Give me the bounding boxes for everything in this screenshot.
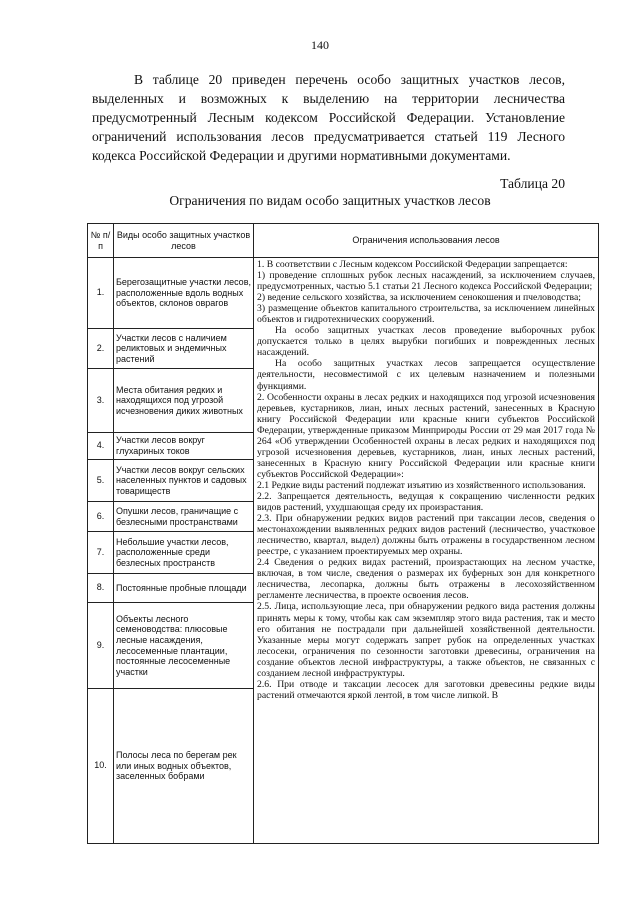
restriction-paragraph: 3) размещение объектов капитального строительства, за исключением линейных объектов и гидротехнических сооружений. bbox=[257, 303, 595, 326]
restriction-paragraph: 1) проведение сплошных рубок лесных насаждений, за исключением случаев, предусмотренных, частью 5.1 статьи 21 Лесного кодекса Российской Федерации; bbox=[257, 270, 595, 293]
zone-type: Участки лесов с наличием реликтовых и эндемичных растений bbox=[114, 329, 254, 369]
zone-type: Полосы леса по берегам рек или иных водных объектов, заселенных бобрами bbox=[114, 689, 254, 844]
zone-type: Опушки лесов, граничащие с безлесными пространствами bbox=[114, 502, 254, 532]
table-caption: Таблица 20 bbox=[500, 176, 565, 191]
intro-paragraph: В таблице 20 приведен перечень особо защитных участков лесов, выделенных и возможных к выделению на территории лесничества предусмотренный Лесным кодексом Российской Федерации. Установление ограничений использования лесов предусматривается статьей 119 Лесного кодекса Российской Федерации и другими нормативными документами. bbox=[92, 72, 565, 163]
row-number: 7. bbox=[88, 532, 114, 574]
row-number: 8. bbox=[88, 574, 114, 603]
row-number: 3. bbox=[88, 369, 114, 433]
row-number: 6. bbox=[88, 502, 114, 532]
restriction-paragraph: 2) ведение сельского хозяйства, за исключением сенокошения и пчеловодства; bbox=[257, 292, 581, 304]
header-types: Виды особо защитных участков лесов bbox=[114, 224, 254, 258]
row-number: 2. bbox=[88, 329, 114, 369]
zone-type: Места обитания редких и находящихся под угрозой исчезновения диких животных bbox=[114, 369, 254, 433]
restrictions-cell bbox=[254, 258, 599, 844]
row-number: 5. bbox=[88, 460, 114, 502]
page-number: 140 bbox=[311, 38, 329, 52]
table-row bbox=[88, 258, 599, 329]
row-number: 9. bbox=[88, 603, 114, 689]
restriction-paragraph: 2.5. Лица, использующие леса, при обнаружении редкого вида растения должны принять меры к тому, чтобы как сам экземпляр этого вида растения, так и место его обитания не пострадали при дальнейшей хозяйственной деятельности. Указанные меры могут содержать запрет рубок на определенных участках лесосеки, ограничения по сезонности заготовки древесины, ограничения на создание объектов лесной инфраструктуры, а также объектов, не связанных с созданием лесной инфраструктуры. bbox=[257, 601, 595, 679]
row-number: 10. bbox=[88, 689, 114, 844]
row-number: 4. bbox=[88, 433, 114, 460]
restriction-paragraph: 1. В соответствии с Лесным кодексом Российской Федерации запрещается: bbox=[257, 259, 568, 270]
zone-type: Участки лесов вокруг глухариных токов bbox=[114, 433, 254, 460]
zone-type: Объекты лесного семеноводства: плюсовые лесные насаждения, лесосеменные плантации, постоянные лесосеменные участки bbox=[114, 603, 254, 689]
table-title: Ограничения по видам особо защитных участков лесов bbox=[169, 193, 491, 208]
zone-type: Постоянные пробные площади bbox=[114, 574, 254, 603]
header-num: № п/п bbox=[88, 224, 114, 258]
zone-type: Небольшие участки лесов, расположенные среди безлесных пространств bbox=[114, 532, 254, 574]
restrictions-table bbox=[87, 223, 599, 844]
header-restrictions: Ограничения использования лесов bbox=[254, 224, 599, 258]
restriction-paragraph: На особо защитных участках лесов запрещается осуществление деятельности, несовместимой с их целевым назначением и полезными функциями. bbox=[257, 358, 595, 392]
restriction-paragraph: 2.2. Запрещается деятельность, ведущая к сокращению численности редких видов растений, ухудшающая среду их произрастания. bbox=[257, 490, 595, 514]
zone-type: Участки лесов вокруг сельских населенных пунктов и садовых товариществ bbox=[114, 460, 254, 502]
restriction-paragraph: 2.4 Сведения о редких видах растений, произрастающих на лесном участке, включая, в том числе, сведения о размерах их буферных зон для конкретного лесничества, лесопарка, должны быть отражены в лесохозяйственном регламенте лесничества, в проекте освоения лесов. bbox=[257, 557, 595, 602]
zone-type: Берегозащитные участки лесов, расположенные вдоль водных объектов, склонов оврагов bbox=[114, 258, 254, 329]
restriction-paragraph: На особо защитных участках лесов проведение выборочных рубок допускается только в целях вырубки погибших и поврежденных лесных насаждений. bbox=[257, 325, 595, 359]
row-number: 1. bbox=[88, 258, 114, 329]
restriction-paragraph: 2.1 Редкие виды растений подлежат изъятию из хозяйственного использования. bbox=[257, 479, 586, 491]
restriction-paragraph: 2.3. При обнаружении редких видов растений при таксации лесов, сведения о местонахождении выявленных редких видов растений (лесничество, участковое лесничество, квартал, выдел) должны быть отражены в государственном лесном реестре, с указанием проектируемых мер охраны. bbox=[257, 513, 595, 558]
restriction-paragraph: 2.6. При отводе и таксации лесосек для заготовки древесины редкие виды растений отмечаются яркой лентой, в том числе липкой. В bbox=[257, 678, 595, 701]
restriction-paragraph: 2. Особенности охраны в лесах редких и находящихся под угрозой исчезновения деревьев, кустарников, лиан, иных лесных растений, занесенных в Красную книгу Российской Федерации или красные книги субъектов Российской Федерации, утвержденные приказом Минприроды России от 29 мая 2017 года № 264 «Об утверждении Особенностей охраны в лесах редких и находящихся под угрозой исчезновения деревьев, кустарников, лиан, иных лесных растений, занесенных в Красную книгу Российской Федерации или красные книги субъектов Российской Федерации»: bbox=[257, 391, 595, 480]
